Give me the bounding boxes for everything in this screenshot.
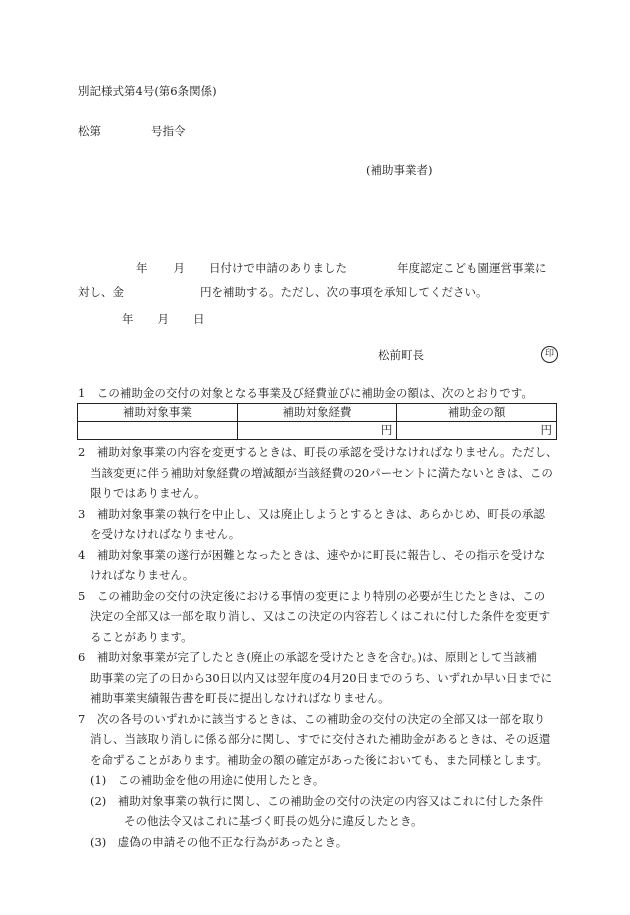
fiscal-year-suffix: 年度認定こども園運営事業に <box>397 261 547 275</box>
amount-table <box>77 403 557 440</box>
table-header: 補助対象経費 <box>237 404 397 422</box>
document-number <box>78 126 186 138</box>
seal-mark: 印 <box>541 346 558 363</box>
conditions-list <box>78 442 558 852</box>
decision-line-1 <box>78 256 547 280</box>
sub-item: (3) 虚偽の申請その他不正な行為があったとき。 <box>90 834 348 849</box>
amount-suffix: 円を補助する。ただし、次の事項を承知してください。 <box>200 285 488 299</box>
condition-item: 6 補助対象事業が完了したとき(廃止の承認を受けたときを含む。)は、原則として当該補 助事業の完了の日から30日以内又は翌年度の4月20日までのうち、いずれか早い日までに 補助事業実績報告書を町長に提出しなければなりません。 <box>78 650 553 705</box>
issue-month: 月 <box>157 312 169 326</box>
condition-item: 2 補助対象事業の内容を変更するときは、町長の承認を受けなければなりません。ただし、 当該変更に伴う補助対象経費の増減額が当該経費の20パーセントに満たないときは、この 限りではありません。 <box>78 445 558 500</box>
sub-item: (2) 補助対象事業の執行に関し、この補助金の交付の決定の内容又はこれに付した条件 その他法令又はこれに基づく町長の処分に違反したとき。 <box>90 793 544 828</box>
sub-item: (1) この補助金を他の用途に使用したとき。 <box>90 773 325 787</box>
item-1: 1 この補助金の交付の対象となる事業及び経費並びに補助金の額は、次のとおりです。 <box>78 386 533 400</box>
condition-item: 7 次の各号のいずれかに該当するときは、この補助金の交付の決定の全部又は一部を取り 消し、当該取り消しに係る部分に関し、すでに交付された補助金があるときは、その返還 を命ずることがあります。補助金の額の確定があった後においても、また同様とします。 <box>78 711 551 767</box>
condition-item: 3 補助対象事業の執行を中止し、又は廃止しようとするときは、あらかじめ、町長の承認 を受けなければなりません。 <box>78 506 545 541</box>
issue-day: 日 <box>193 312 205 326</box>
condition-item: 5 この補助金の交付の決定後における事情の変更により特別の必要が生じたときは、この 決定の全部又は一部を取り消し、又はこの決定の内容若しくはこれに付した条件を変更す ることがあります。 <box>78 588 550 644</box>
table-cell: 円 <box>397 422 557 440</box>
mayor-name: 松前町長 <box>378 348 424 362</box>
year-label: 年 <box>136 261 148 275</box>
table-header: 補助金の額 <box>397 404 557 422</box>
table-row <box>78 422 557 440</box>
decision-line-2 <box>78 280 547 304</box>
month-label: 月 <box>173 261 185 275</box>
date-suffix: 日付けで申請のありました <box>209 261 347 275</box>
table-header: 補助対象事業 <box>78 404 238 422</box>
table-header-row <box>78 404 557 422</box>
table-cell <box>78 422 238 440</box>
issue-date <box>122 314 205 326</box>
amount-prefix: 対し、金 <box>78 285 124 299</box>
doc-number-prefix: 松第 <box>78 124 101 138</box>
table-cell: 円 <box>237 422 397 440</box>
decision-text <box>78 256 547 304</box>
doc-number-suffix: 号指令 <box>151 124 186 138</box>
issue-year: 年 <box>122 312 134 326</box>
recipient-label: (補助事業者) <box>366 163 433 177</box>
condition-item: 4 補助対象事業の遂行が困難となったときは、速やかに町長に報告し、その指示を受けな ければなりません。 <box>78 547 546 582</box>
form-number: 別記様式第4号(第6条関係) <box>78 84 217 98</box>
